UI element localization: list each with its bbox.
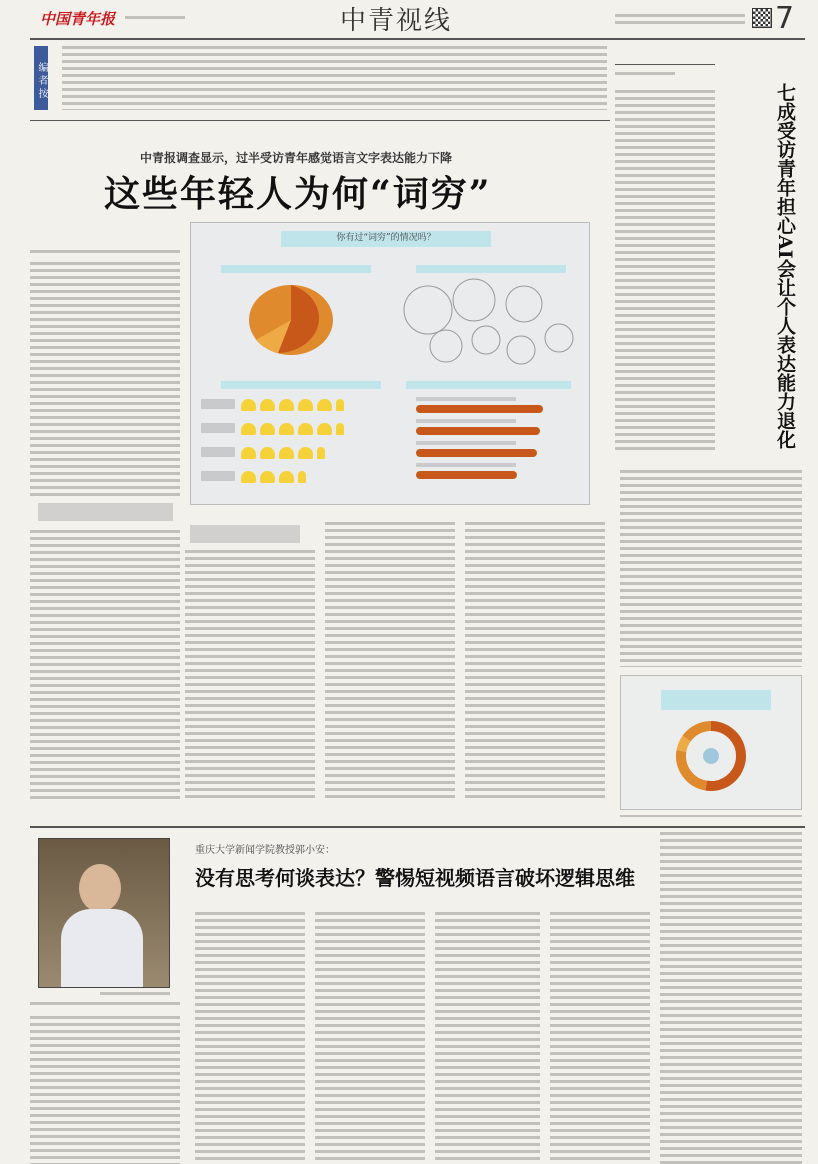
lead-text-col4 [465,522,605,800]
pictogram-icon [279,447,294,459]
bar [416,405,543,413]
header-rule [30,38,805,40]
pictogram-chart [201,395,391,495]
bubble [453,279,495,321]
pictogram-icon [317,447,325,459]
bottom-text-col2 [195,912,305,1164]
editor-credits [615,14,745,25]
side-story-title: 七成受访青年担心AI会让个人表达能力退化 [774,83,796,449]
pictogram-icon [279,399,294,411]
section-rule [30,826,805,828]
bottom-title: 没有思考何谈表达？警惕短视频语言破坏逻辑思维 [195,866,635,890]
donut-segment [681,751,706,786]
lead-subhead: 中青报调查显示，过半受访青年感觉语言文字表达能力下降 [140,151,453,165]
pictogram-icon [298,471,306,483]
bar-label [416,441,516,445]
row-label [201,471,235,481]
photo-caption [100,992,170,996]
pictogram-icon [298,447,313,459]
byline [30,250,180,254]
bubble [507,336,535,364]
bubble-chart [396,278,581,368]
qr-code-icon [752,8,772,28]
bottom-text-col4 [435,912,540,1164]
pictogram-row [201,419,391,439]
pictogram-icon [241,399,256,411]
pictogram-icon [241,471,256,483]
section-title: 中青视线 [340,6,453,36]
bubble [430,330,462,362]
pictogram-icon [260,471,275,483]
editor-note-label: 编者按 [34,46,48,110]
divider [30,120,610,121]
bar [416,471,517,479]
face [79,864,121,912]
bar-label [416,419,516,423]
pictogram-icon [279,423,294,435]
bottom-text-col6 [660,832,802,1164]
pictogram-icon [336,423,344,435]
bottom-kicker: 重庆大学新闻学院教授郭小安： [195,845,335,856]
bubble [506,286,542,322]
interviewee-photo [38,838,170,988]
lead-text-col3 [325,522,455,800]
lead-text-col2 [185,550,315,800]
donut-segment [681,739,686,751]
newspaper-logo: 中国青年报 [40,10,116,28]
row-label [201,423,235,433]
infographic [190,222,590,505]
bar-label [416,463,516,467]
row-label [201,399,235,409]
pictogram-icon [298,399,313,411]
row-label [201,447,235,457]
bubble [472,326,500,354]
pictogram-icon [241,447,256,459]
infographic-title: 你有过“词穷”的情况吗？ [281,231,491,247]
pie-chart [246,283,336,358]
byline [615,72,675,76]
bar [416,449,537,457]
pictogram-icon [317,399,332,411]
donut-chart [676,721,746,791]
bubble [545,324,573,352]
bar-label [416,397,516,401]
panel-banner [221,265,371,273]
pictogram-icon [298,423,313,435]
pictogram-icon [317,423,332,435]
bottom-text-col3 [315,912,425,1164]
bar-chart [416,395,581,495]
panel-banner [416,265,566,273]
lead-text-col1b [30,530,180,800]
pictogram-icon [241,423,256,435]
divider [615,64,715,65]
date-line [125,16,185,20]
panel-banner [221,381,381,389]
pictogram-icon [279,471,294,483]
divider [620,815,802,817]
side-story-text [615,90,715,450]
pictogram-row [201,443,391,463]
section-subheading [190,525,300,543]
bottom-text-col5 [550,912,650,1164]
bottom-text-col1 [30,1016,180,1164]
pictogram-icon [260,447,275,459]
pictogram-icon [260,423,275,435]
section-subheading [38,503,173,521]
donut-chart-box [620,675,802,810]
lead-text-col1 [30,262,180,498]
shirt [61,909,143,988]
bubble [404,286,452,334]
editor-note-text [62,46,607,110]
donut-segment [687,726,711,739]
pictogram-icon [260,399,275,411]
panel-banner [661,690,771,710]
side-story-text-2 [620,470,802,667]
page-number: 7 [775,1,795,36]
panel-banner [406,381,571,389]
pictogram-row [201,395,391,415]
pictogram-icon [336,399,344,411]
pictogram-row [201,467,391,487]
bar [416,427,540,435]
donut-center-icon [703,748,719,764]
byline [30,1002,180,1006]
lead-title: 这些年轻人为何“词穷” [104,173,492,215]
